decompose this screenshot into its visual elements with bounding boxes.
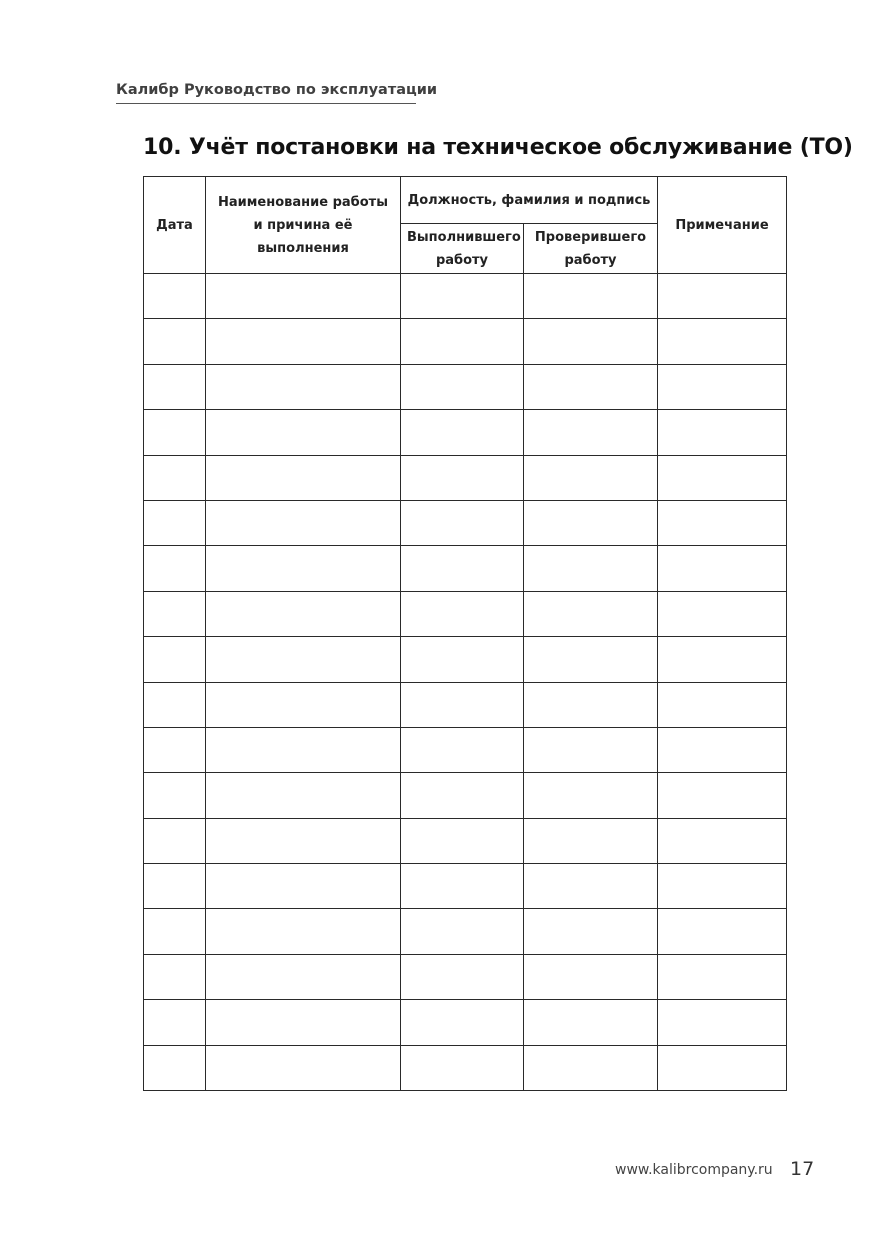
table-cell (144, 364, 206, 409)
header-date: Дата (144, 177, 206, 274)
table-cell (658, 682, 787, 727)
table-cell (524, 727, 658, 772)
header-checked-by: Проверившего работу (524, 224, 658, 274)
table-cell (144, 909, 206, 954)
table-cell (401, 773, 524, 818)
table-row (144, 274, 787, 319)
table-cell (206, 1045, 401, 1090)
table-cell (658, 864, 787, 909)
table-cell (144, 455, 206, 500)
table-cell (401, 727, 524, 772)
table-cell (144, 864, 206, 909)
table-cell (524, 500, 658, 545)
table-cell (658, 546, 787, 591)
table-row (144, 500, 787, 545)
table-cell (658, 1045, 787, 1090)
table-row (144, 727, 787, 772)
table-cell (524, 909, 658, 954)
table-cell (658, 773, 787, 818)
table-cell (144, 1000, 206, 1045)
table-cell (206, 954, 401, 999)
table-cell (524, 546, 658, 591)
table-cell (524, 954, 658, 999)
table-row (144, 818, 787, 863)
table-cell (401, 864, 524, 909)
table-cell (658, 637, 787, 682)
table-cell (658, 364, 787, 409)
table-cell (144, 727, 206, 772)
table-cell (206, 591, 401, 636)
table-cell (144, 410, 206, 455)
table-cell (658, 410, 787, 455)
table-cell (401, 546, 524, 591)
table-cell (144, 1045, 206, 1090)
table-cell (524, 319, 658, 364)
page-number: 17 (790, 1158, 815, 1180)
table-cell (206, 818, 401, 863)
table-cell (658, 954, 787, 999)
table-cell (144, 773, 206, 818)
table-row (144, 319, 787, 364)
table-cell (658, 455, 787, 500)
table-row (144, 546, 787, 591)
table-cell (401, 319, 524, 364)
table-cell (401, 591, 524, 636)
table-cell (658, 909, 787, 954)
table-cell (144, 682, 206, 727)
table-cell (206, 319, 401, 364)
table-cell (524, 410, 658, 455)
table-cell (144, 637, 206, 682)
table-cell (206, 500, 401, 545)
table-cell (524, 818, 658, 863)
table-cell (658, 274, 787, 319)
table-row (144, 909, 787, 954)
table-body (144, 274, 787, 1091)
table-cell (524, 364, 658, 409)
table-cell (206, 410, 401, 455)
section-title: 10. Учёт постановки на техническое обслуживание (ТО) (143, 135, 853, 160)
table-cell (206, 364, 401, 409)
table-row (144, 410, 787, 455)
table-cell (206, 864, 401, 909)
table-cell (524, 773, 658, 818)
table-cell (206, 546, 401, 591)
table-cell (524, 591, 658, 636)
table-cell (401, 274, 524, 319)
table-cell (206, 682, 401, 727)
table-cell (401, 500, 524, 545)
footer-url: www.kalibrcompany.ru (615, 1162, 773, 1178)
table-cell (401, 682, 524, 727)
table-cell (401, 455, 524, 500)
table-cell (658, 500, 787, 545)
table-cell (144, 546, 206, 591)
table-cell (658, 591, 787, 636)
table-cell (206, 637, 401, 682)
table-cell (144, 591, 206, 636)
table-cell (658, 818, 787, 863)
maintenance-log-table (143, 176, 787, 1091)
table-cell (144, 954, 206, 999)
table-cell (144, 818, 206, 863)
header-note: Примечание (658, 177, 787, 274)
table-cell (206, 455, 401, 500)
header-signature-group: Должность, фамилия и подпись (401, 177, 658, 224)
table-cell (144, 319, 206, 364)
table-row (144, 591, 787, 636)
header-performed-by: Выполнившего работу (401, 224, 524, 274)
table-row (144, 1045, 787, 1090)
table-cell (401, 954, 524, 999)
table-cell (524, 637, 658, 682)
table-cell (524, 864, 658, 909)
table-cell (401, 364, 524, 409)
table-cell (658, 1000, 787, 1045)
table-row (144, 954, 787, 999)
table-cell (401, 818, 524, 863)
table-cell (524, 1000, 658, 1045)
table-row (144, 864, 787, 909)
table-cell (658, 727, 787, 772)
table-row (144, 364, 787, 409)
table-cell (206, 727, 401, 772)
table-cell (401, 410, 524, 455)
table-cell (144, 500, 206, 545)
table-cell (206, 909, 401, 954)
table-cell (658, 319, 787, 364)
table-row (144, 682, 787, 727)
table-row (144, 637, 787, 682)
table-cell (524, 1045, 658, 1090)
table-cell (401, 909, 524, 954)
table-cell (401, 1000, 524, 1045)
running-header: Калибр Руководство по эксплуатации (116, 82, 416, 104)
table-row (144, 455, 787, 500)
table-cell (524, 455, 658, 500)
table-cell (206, 274, 401, 319)
table-row (144, 773, 787, 818)
table-cell (144, 274, 206, 319)
table-cell (206, 773, 401, 818)
table-cell (401, 637, 524, 682)
table-cell (206, 1000, 401, 1045)
table-row (144, 1000, 787, 1045)
table-cell (401, 1045, 524, 1090)
table-cell (524, 682, 658, 727)
header-work-name: Наименование работы и причина её выполнения (206, 177, 401, 274)
table-cell (524, 274, 658, 319)
